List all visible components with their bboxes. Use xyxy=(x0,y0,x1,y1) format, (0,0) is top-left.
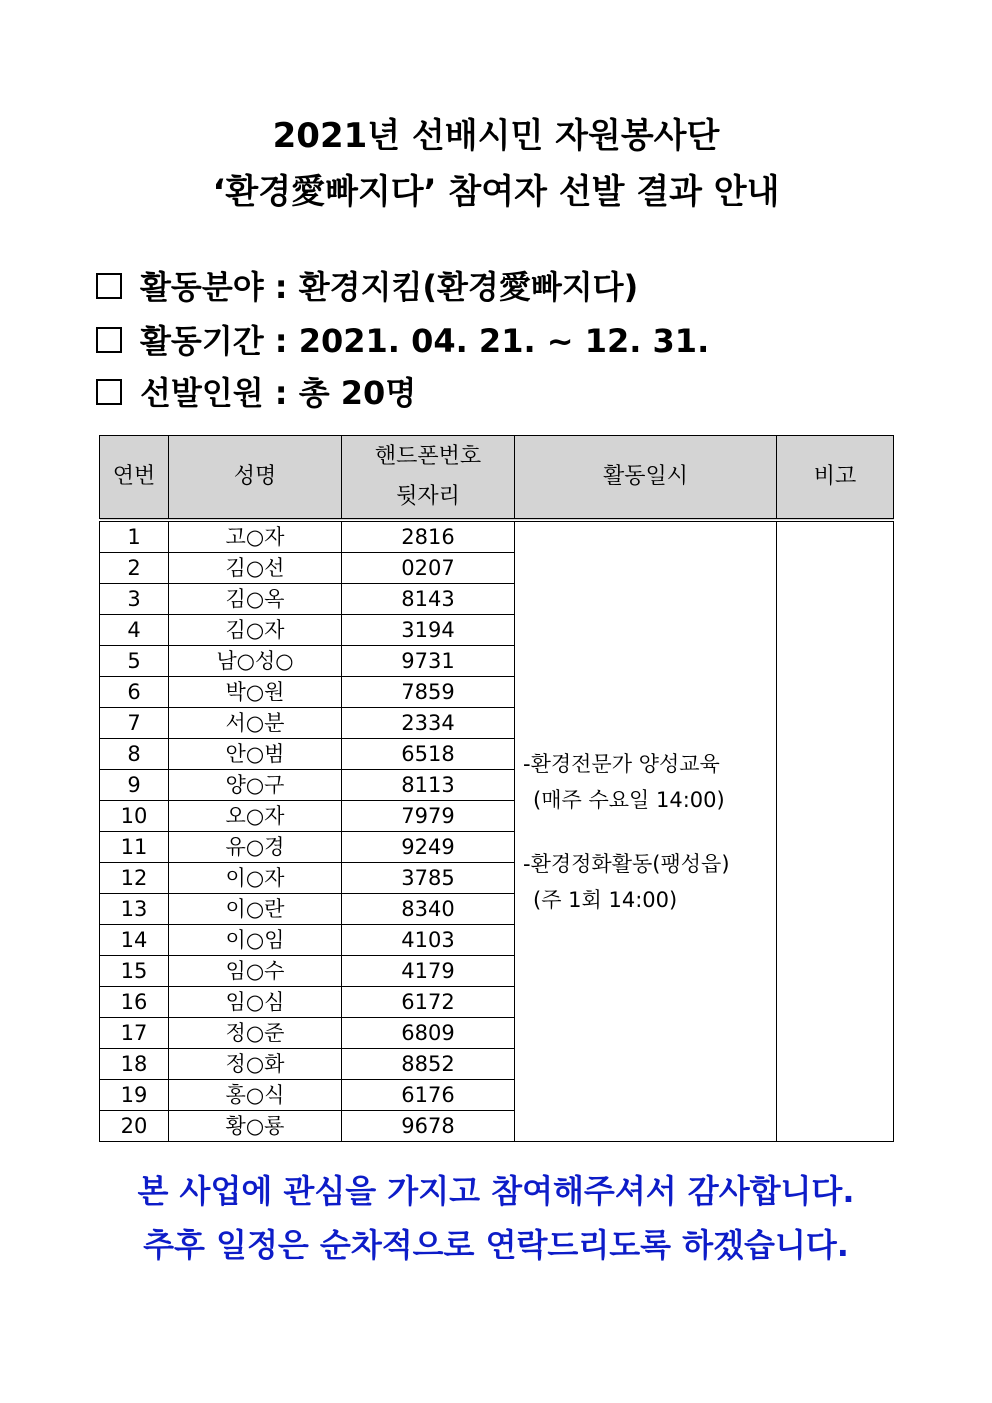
cell-phone: 8113 xyxy=(342,770,515,801)
header-phone-line1: 핸드폰번호 xyxy=(374,444,482,469)
cell-no: 11 xyxy=(100,832,169,863)
cell-phone: 8143 xyxy=(342,584,515,615)
cell-name: 황○룡 xyxy=(169,1111,342,1142)
cell-no: 7 xyxy=(100,708,169,739)
cell-no: 3 xyxy=(100,584,169,615)
cell-phone: 6176 xyxy=(342,1080,515,1111)
info-label: 선발인원 xyxy=(140,374,264,412)
cell-phone: 7859 xyxy=(342,677,515,708)
cell-no: 16 xyxy=(100,987,169,1018)
cell-phone: 9249 xyxy=(342,832,515,863)
cell-phone: 6172 xyxy=(342,987,515,1018)
cell-no: 18 xyxy=(100,1049,169,1080)
cell-schedule xyxy=(515,520,777,1142)
info-row-count xyxy=(96,368,416,418)
cell-name: 고○자 xyxy=(169,520,342,553)
info-separator: : xyxy=(263,374,299,412)
header-note: 비고 xyxy=(777,436,894,521)
checkbox-icon xyxy=(96,327,122,353)
cell-note xyxy=(777,520,894,1142)
cell-no: 5 xyxy=(100,646,169,677)
schedule-item-title: -환경전문가 양성교육 xyxy=(523,751,720,776)
cell-name: 이○자 xyxy=(169,863,342,894)
info-separator: : xyxy=(263,268,299,306)
info-label: 활동기간 xyxy=(140,322,264,360)
document-title-line2: ‘환경愛빠지다’ 참여자 선발 결과 안내 xyxy=(212,172,780,212)
cell-name: 유○경 xyxy=(169,832,342,863)
info-value: 2021. 04. 21. ~ 12. 31. xyxy=(298,322,710,360)
cell-no: 13 xyxy=(100,894,169,925)
cell-phone: 7979 xyxy=(342,801,515,832)
cell-phone: 9678 xyxy=(342,1111,515,1142)
closing-message-line2: 추후 일정은 순차적으로 연락드리도록 하겠습니다. xyxy=(143,1226,849,1264)
cell-phone: 0207 xyxy=(342,553,515,584)
schedule-item-title: -환경정화활동(팽성읍) xyxy=(523,851,730,876)
header-schedule: 활동일시 xyxy=(515,436,777,521)
cell-name: 김○선 xyxy=(169,553,342,584)
table-body xyxy=(100,520,894,1142)
cell-phone: 6518 xyxy=(342,739,515,770)
checkbox-icon xyxy=(96,379,122,405)
cell-name: 홍○식 xyxy=(169,1080,342,1111)
cell-phone: 6809 xyxy=(342,1018,515,1049)
cell-name: 김○옥 xyxy=(169,584,342,615)
cell-phone: 2816 xyxy=(342,520,515,553)
cell-no: 4 xyxy=(100,615,169,646)
cell-no: 14 xyxy=(100,925,169,956)
info-separator: : xyxy=(263,322,299,360)
cell-name: 이○임 xyxy=(169,925,342,956)
cell-no: 1 xyxy=(100,520,169,553)
header-phone-line2: 뒷자리 xyxy=(396,484,460,509)
cell-phone: 2334 xyxy=(342,708,515,739)
cell-no: 9 xyxy=(100,770,169,801)
participant-table xyxy=(99,435,894,1142)
cell-no: 15 xyxy=(100,956,169,987)
checkbox-icon xyxy=(96,273,122,299)
schedule-item xyxy=(523,746,776,818)
table-row xyxy=(100,520,894,553)
cell-no: 19 xyxy=(100,1080,169,1111)
cell-no: 12 xyxy=(100,863,169,894)
cell-name: 박○원 xyxy=(169,677,342,708)
cell-name: 남○성○ xyxy=(169,646,342,677)
cell-name: 오○자 xyxy=(169,801,342,832)
cell-phone: 3194 xyxy=(342,615,515,646)
cell-phone: 8340 xyxy=(342,894,515,925)
cell-name: 임○심 xyxy=(169,987,342,1018)
info-row-period xyxy=(96,316,709,366)
cell-name: 안○범 xyxy=(169,739,342,770)
cell-name: 정○화 xyxy=(169,1049,342,1080)
cell-name: 이○란 xyxy=(169,894,342,925)
cell-name: 서○분 xyxy=(169,708,342,739)
header-name: 성명 xyxy=(169,436,342,521)
header-phone xyxy=(342,436,515,521)
info-value: 총 20명 xyxy=(298,374,417,412)
cell-name: 정○준 xyxy=(169,1018,342,1049)
closing-message-line1: 본 사업에 관심을 가지고 참여해주셔서 감사합니다. xyxy=(137,1172,855,1210)
info-label: 활동분야 xyxy=(140,268,264,306)
cell-no: 10 xyxy=(100,801,169,832)
cell-phone: 3785 xyxy=(342,863,515,894)
table-header-row xyxy=(100,436,894,521)
info-row-field xyxy=(96,262,638,312)
cell-no: 17 xyxy=(100,1018,169,1049)
cell-name: 양○구 xyxy=(169,770,342,801)
schedule-item-time: (주 1회 14:00) xyxy=(533,887,678,912)
cell-no: 20 xyxy=(100,1111,169,1142)
cell-name: 임○수 xyxy=(169,956,342,987)
cell-phone: 8852 xyxy=(342,1049,515,1080)
cell-phone: 4103 xyxy=(342,925,515,956)
cell-no: 8 xyxy=(100,739,169,770)
document-title-line1: 2021년 선배시민 자원봉사단 xyxy=(272,116,720,156)
cell-phone: 9731 xyxy=(342,646,515,677)
cell-phone: 4179 xyxy=(342,956,515,987)
schedule-item xyxy=(523,846,776,918)
info-value: 환경지킴(환경愛빠지다) xyxy=(298,268,639,306)
header-no: 연번 xyxy=(100,436,169,521)
cell-no: 2 xyxy=(100,553,169,584)
cell-name: 김○자 xyxy=(169,615,342,646)
cell-no: 6 xyxy=(100,677,169,708)
schedule-item-time: (매주 수요일 14:00) xyxy=(533,787,725,812)
